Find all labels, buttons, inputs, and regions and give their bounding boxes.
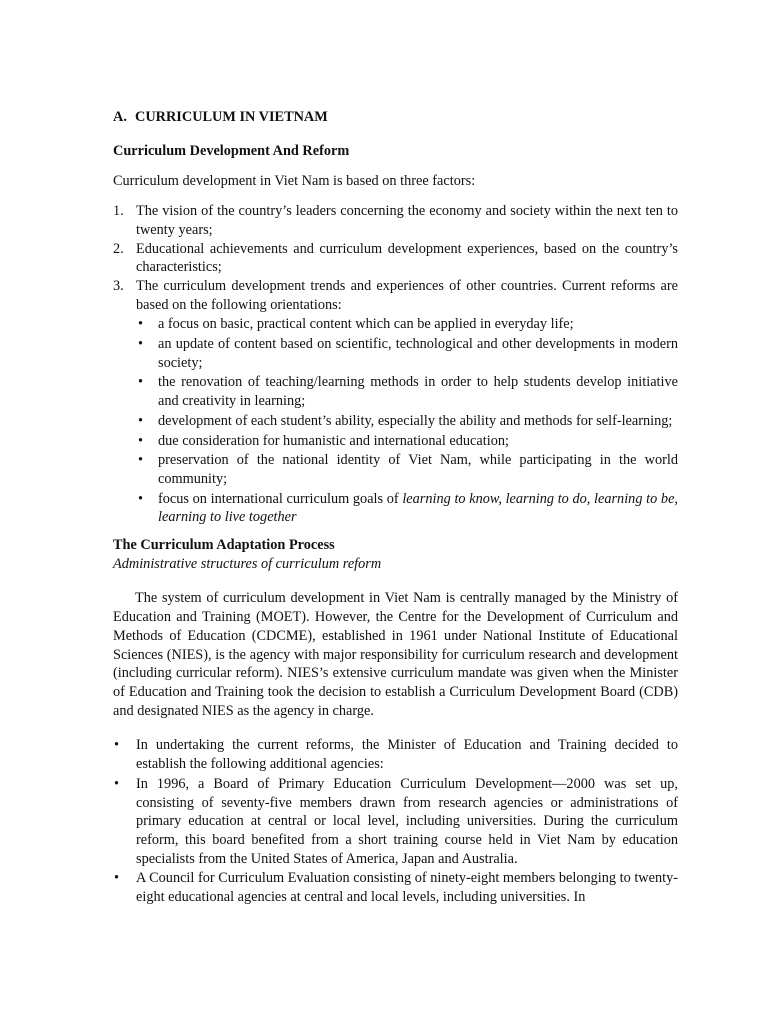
bullet-icon: • [138, 452, 144, 469]
bullet-icon: • [114, 870, 120, 887]
subheading-curriculum-development: Curriculum Development And Reform [113, 142, 350, 159]
orientation-text: preservation of the national identity of Viet Nam, while participating in the world community; [158, 452, 678, 487]
orientation-text: development of each student’s ability, especially the ability and methods for self-learning; [158, 412, 673, 429]
factor-number: 2. [113, 240, 124, 257]
orientation-text-prefix: focus on international curriculum goals of [158, 490, 403, 507]
orientation-item [136, 412, 678, 431]
orientations-list [136, 315, 678, 527]
orientation-emphasis: learning to know, learning to do, learning to be, learning to live together [158, 490, 678, 526]
factor-number: 3. [113, 277, 124, 294]
body-paragraph: The system of curriculum development in Viet Nam is centrally managed by the Ministry of Education and Training (MOET). However, the Centre for the Development of Curriculum and Methods of Education (CDCME), established in 1961 under National Institute of Educational Sciences (NIES), is the agency with major responsibility for curriculum research and development (including curricular reform). NIES’s extensive curriculum mandate was given when the Minister of Education and Training took the decision to establish a Curriculum Development Board (CDB) and designated NIES as the agency in charge. [113, 590, 678, 719]
orientation-item [136, 373, 678, 410]
orientation-item [136, 335, 678, 372]
section-heading [113, 108, 678, 127]
factors-list [113, 202, 678, 527]
orientation-item [136, 315, 678, 334]
bullet-icon: • [114, 737, 120, 754]
factor-text: The vision of the country’s leaders concerning the economy and society within the next ten to twenty years; [136, 203, 678, 238]
orientation-text: due consideration for humanistic and international education; [158, 432, 509, 449]
agency-item [113, 869, 678, 906]
factor-item [113, 202, 678, 239]
factor-item [113, 277, 678, 527]
bullet-icon: • [138, 490, 144, 507]
bullet-icon: • [114, 775, 120, 792]
subheading-adaptation-process: The Curriculum Adaptation Process [113, 537, 335, 554]
orientation-text: the renovation of teaching/learning methods in order to help students develop initiative and creativity in learning; [158, 374, 678, 410]
agencies-list [113, 736, 678, 906]
factor-number: 1. [113, 203, 124, 220]
orientation-item [136, 432, 678, 451]
factor-text: Educational achievements and curriculum development experiences, based on the country’s characteristics; [136, 240, 678, 276]
factor-text: The curriculum development trends and experiences of other countries. Current reforms are based on the following orientations: [136, 277, 678, 313]
agency-item [113, 775, 678, 869]
section-letter: A. [113, 109, 127, 125]
orientation-text: a focus on basic, practical content which can be applied in everyday life; [158, 316, 574, 333]
orientation-text: an update of content based on scientific, technological and other developments in modern society; [158, 336, 678, 371]
section-title: CURRICULUM IN VIETNAM [135, 109, 328, 125]
orientation-item [136, 451, 678, 488]
agency-text: In undertaking the current reforms, the Minister of Education and Training decided to establish the following additional agencies: [136, 737, 678, 773]
factor-item [113, 240, 678, 277]
agency-text: A Council for Curriculum Evaluation consisting of ninety-eight members belonging to twenty-eight educational agencies at central and local levels, including universities. In [136, 870, 678, 906]
agency-text: In 1996, a Board of Primary Education Curriculum Development—2000 was set up, consisting of seventy-five members drawn from research agencies or administrations of primary education at central or local level, including universities. During the curriculum reform, this board benefited from a short training course held in Viet Nam by education specialists from the United States of America, Japan and Australia. [136, 775, 678, 867]
italic-subheading: Administrative structures of curriculum reform [113, 555, 382, 572]
intro-paragraph: Curriculum development in Viet Nam is based on three factors: [113, 173, 476, 190]
orientation-item [136, 490, 678, 527]
document-body [113, 108, 678, 907]
bullet-icon: • [138, 336, 144, 353]
bullet-icon: • [138, 432, 144, 449]
agency-item [113, 736, 678, 773]
bullet-icon: • [138, 316, 144, 333]
bullet-icon: • [138, 412, 144, 429]
bullet-icon: • [138, 374, 144, 391]
